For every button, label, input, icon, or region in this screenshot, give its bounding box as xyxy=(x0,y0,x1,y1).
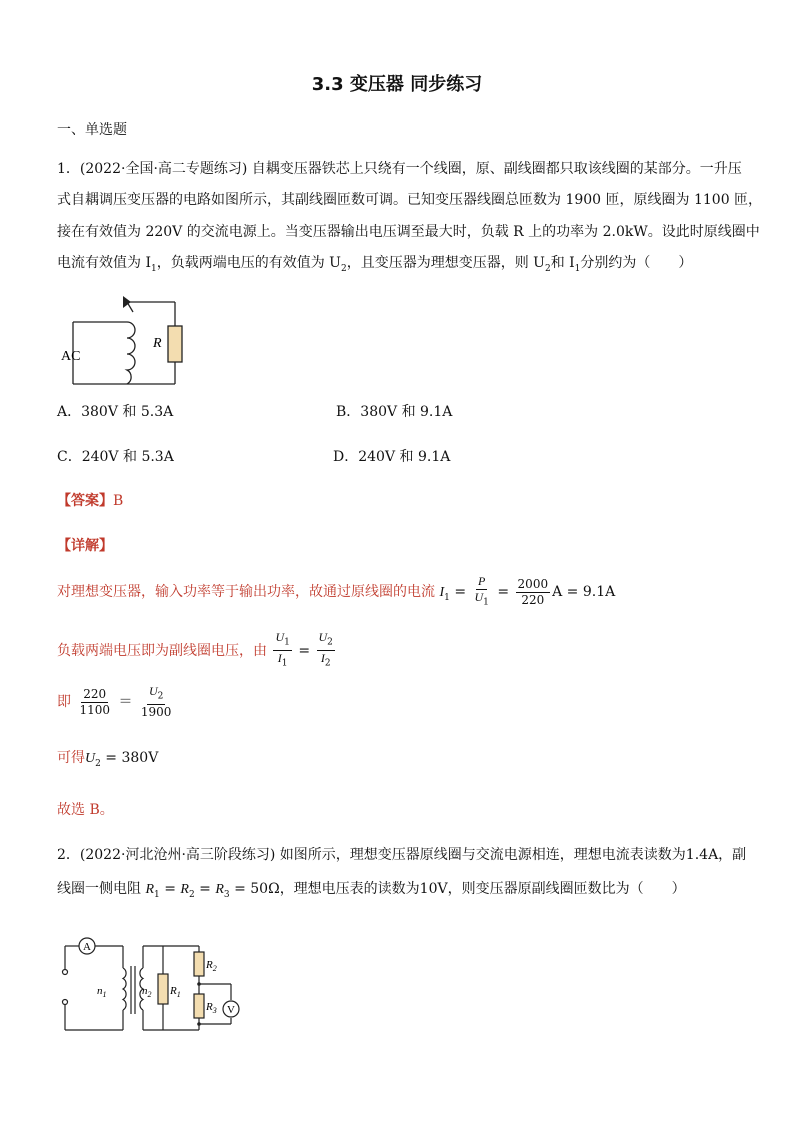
page-title: 3.3 变压器 同步练习 xyxy=(311,74,483,95)
q1-d2-i1: I xyxy=(277,651,282,666)
q1-text-line-4 xyxy=(57,253,692,279)
q1-d1-num: 2000 xyxy=(517,576,549,591)
q1-d3-d2: 1900 xyxy=(140,705,172,720)
q2-terminal-top xyxy=(63,970,68,975)
q1-d2-math xyxy=(271,630,336,669)
q2-label-n1-sub: 1 xyxy=(102,990,107,999)
q1-option-d[interactable]: D．240V 和 9.1A xyxy=(333,449,451,465)
q1-option-b[interactable]: B．380V 和 9.1A xyxy=(336,404,453,420)
q1-resistor-r xyxy=(168,326,182,362)
q2-resistor-r3 xyxy=(194,994,204,1018)
q2-r1: R xyxy=(145,882,155,897)
q1-d1-u: U xyxy=(474,590,484,604)
q2-node-low xyxy=(197,1022,201,1026)
q1-d3-n1: 220 xyxy=(83,686,107,701)
q1-d2-text: 负载两端电压即为副线圈电压，由 xyxy=(57,642,267,659)
q2-label-n2-sub: 2 xyxy=(147,990,152,999)
q2-line2-b: ，理想电压表的读数为10V，则变压器原副线圈匝数比为（ ） xyxy=(279,881,686,897)
q1-d3-d1: 1100 xyxy=(79,702,110,717)
q2-ammeter-label: A xyxy=(83,941,91,953)
q1-line4-e: 分别约为（ ） xyxy=(580,255,693,271)
q1-option-c[interactable]: C．240V 和 5.3A xyxy=(57,449,174,465)
q1-d2-frac-1 xyxy=(273,630,291,672)
q1-d1-frac-num xyxy=(516,577,551,608)
q1-d3-math xyxy=(71,684,175,720)
q1-circuit-figure xyxy=(57,292,197,392)
q2-voltmeter-label: V xyxy=(227,1004,235,1016)
q1-detail-tag-text: 【详解】 xyxy=(57,538,113,554)
q1-answer-value: B xyxy=(113,493,124,509)
q1-sub-1: 1 xyxy=(150,263,157,274)
q1-line4-b: ，负载两端电压的有效值为 U xyxy=(156,255,341,271)
q2-resistor-r2 xyxy=(194,952,204,976)
q1-d3-u2: U xyxy=(148,684,158,698)
q1-d1-result: A = 9.1A xyxy=(552,584,616,601)
q1-d2-u1-sub: 1 xyxy=(284,637,290,648)
q2-label-r1-sub: 1 xyxy=(176,990,181,999)
q2-label-r3-main: R xyxy=(206,1001,213,1013)
q1-text-line-2: 式自耦调压变压器的电路如图所示，其副线圈匝数可调。已知变压器线圈总匝数为 1900 匝，原线圈为 1100 匝， xyxy=(57,192,763,208)
q1-d1-i: I xyxy=(439,585,445,601)
q1-sub-1b: 1 xyxy=(574,263,581,274)
q1-text-line-1: 1．(2022·全国·高二专题练习) 自耦变压器铁芯上只绕有一个线圈，原、副线圈都只取该线圈的某部分。一升压 xyxy=(57,161,742,177)
q1-d2-i1-sub: 1 xyxy=(281,658,288,669)
q1-sub-2: 2 xyxy=(340,263,347,274)
q2-r3-sub: 3 xyxy=(223,889,230,900)
q2-node-mid xyxy=(197,982,201,986)
q2-r-value: = 50Ω xyxy=(229,881,280,897)
q1-fig-label-r: R xyxy=(153,336,162,351)
q2-r2: R xyxy=(180,882,189,897)
q1-d1-eq1: = xyxy=(454,584,467,601)
q1-d1-frac-pu xyxy=(473,574,491,610)
q2-label-r2-sub: 2 xyxy=(212,964,217,973)
q1-detail-line-1 xyxy=(57,574,615,615)
q2-line2-a: 线圈一侧电阻 xyxy=(57,881,141,897)
q1-line4-a: 电流有效值为 I xyxy=(57,255,151,271)
q1-d3-text: 即 xyxy=(57,694,71,711)
q2-label-r2-main: R xyxy=(206,959,213,971)
q1-d4-result: = 380V xyxy=(100,750,159,766)
q1-sub-2b: 2 xyxy=(544,263,551,274)
q2-label-r3-sub: 3 xyxy=(212,1006,217,1015)
q2-text-line-2 xyxy=(57,879,686,905)
q2-r2-sub: 2 xyxy=(188,889,195,900)
q2-label-r1 xyxy=(169,985,181,999)
q1-d4-u-sub: 2 xyxy=(95,758,101,769)
q1-d2-u2: U xyxy=(318,630,328,644)
q1-detail-line-3 xyxy=(57,684,175,720)
q2-r3: R xyxy=(215,882,224,897)
q1-answer-tag: 【答案】 xyxy=(57,493,113,509)
q1-detail-line-2 xyxy=(57,630,337,672)
q2-resistor-r1 xyxy=(158,974,168,1004)
q2-circuit-figure xyxy=(55,930,255,1035)
q2-label-r2 xyxy=(205,959,217,973)
q1-d1-u-sub: 1 xyxy=(483,597,489,608)
q2-primary-coil xyxy=(123,968,126,1010)
q2-label-n2-main: n xyxy=(142,985,148,997)
q1-detail-line-5: 故选 B。 xyxy=(57,802,114,818)
q1-d2-i2-sub: 2 xyxy=(324,658,331,669)
q1-text-line-3: 接在有效值为 220V 的交流电源上。当变压器输出电压调至最大时，负载 R 上的功率为 2.0kW。设此时原线圈中 xyxy=(57,224,760,240)
q1-d3-frac-1 xyxy=(77,687,112,718)
q1-d4-u: U xyxy=(85,751,96,766)
q1-coil xyxy=(127,322,135,384)
q1-d1-den: 220 xyxy=(521,592,545,607)
section-heading: 一、单选题 xyxy=(57,122,127,138)
q2-label-n1-main: n xyxy=(97,985,103,997)
q1-d4-math xyxy=(85,750,159,769)
q1-d2-u2-sub: 2 xyxy=(327,637,333,648)
q2-label-r3 xyxy=(205,1001,217,1015)
q1-line4-c: ，且变压器为理想变压器，则 U xyxy=(346,255,545,271)
q2-label-n1 xyxy=(97,985,107,999)
q1-d1-i-sub: 1 xyxy=(444,592,450,603)
q1-d2-eq: = xyxy=(298,642,311,659)
q1-answer-line xyxy=(57,491,123,511)
q1-d3-frac-2 xyxy=(139,684,174,720)
q2-label-r1-main: R xyxy=(170,985,177,997)
q1-d1-math xyxy=(439,574,616,608)
q2-label-n2 xyxy=(142,985,152,999)
q1-d2-frac-2 xyxy=(317,630,335,672)
q2-resistor-eq: $R_1 = R_2 = R_3 = 50\Omega$ xyxy=(145,881,280,900)
q1-d2-u1: U xyxy=(275,630,285,644)
q1-d1-text: 对理想变压器，输入功率等于输出功率，故通过原线圈的电流 xyxy=(57,584,435,601)
q1-line4-d: 和 I xyxy=(550,255,575,271)
q1-fig-label-ac: AC xyxy=(61,349,81,364)
q1-d3-u2-sub: 2 xyxy=(157,691,164,702)
q2-terminal-bottom xyxy=(63,1000,68,1005)
q1-d1-p: P xyxy=(478,574,486,588)
q1-option-a[interactable]: A．380V 和 5.3A xyxy=(57,404,174,420)
q1-d3-eq: ＝ xyxy=(118,694,133,711)
q2-text-line-1: 2．(2022·河北沧州·高三阶段练习) 如图所示，理想变压器原线圈与交流电源相连，理想电流表读数为1.4A，副 xyxy=(57,847,747,863)
q1-detail-line-4 xyxy=(57,748,158,774)
q1-d2-i2: I xyxy=(320,651,325,666)
q1-d1-eq2: = xyxy=(497,584,510,601)
q1-detail-tag xyxy=(57,536,113,556)
q1-d4-text: 可得 xyxy=(57,750,85,766)
q2-r1-sub: 1 xyxy=(154,889,160,900)
